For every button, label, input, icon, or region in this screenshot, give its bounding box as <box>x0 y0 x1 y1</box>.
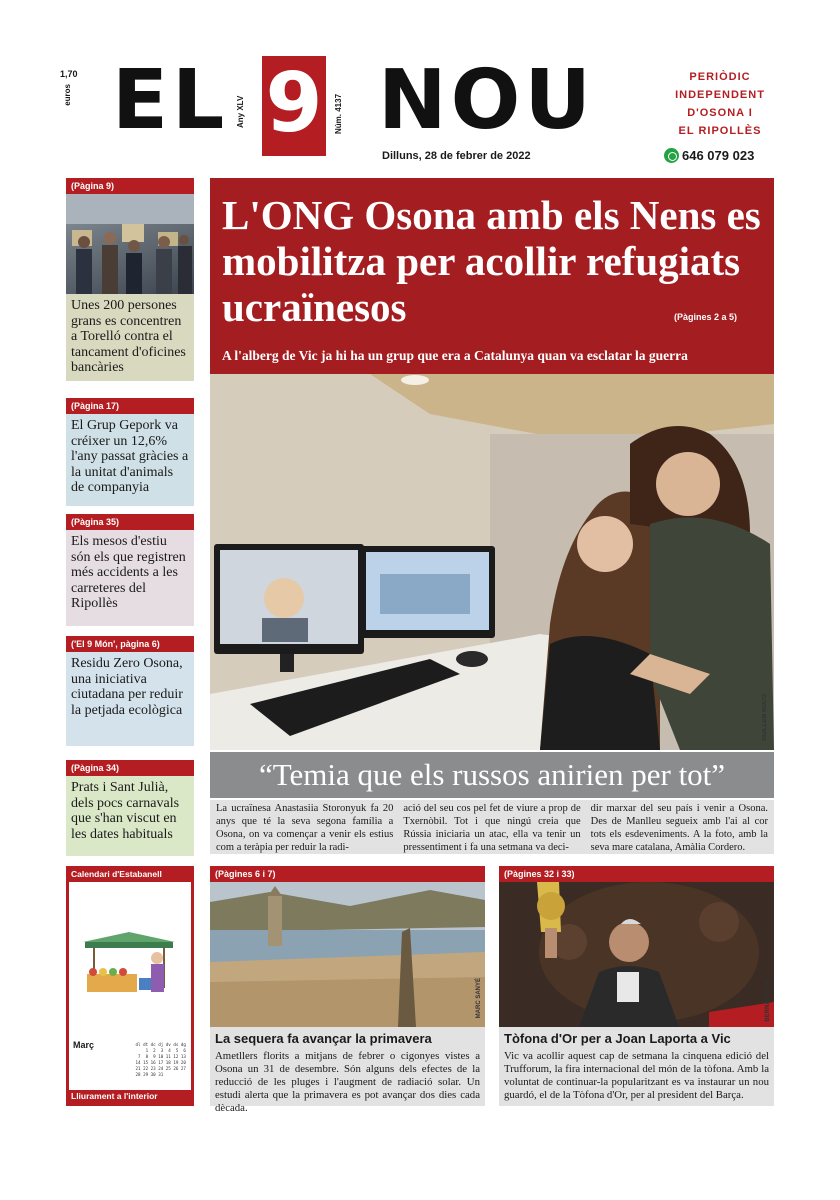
lead-headline-block[interactable] <box>210 178 774 374</box>
masthead-year: Any XLV <box>236 95 245 128</box>
calendar-promo[interactable] <box>66 866 194 1106</box>
lead-page-ref: (Pàgines 2 a 5) <box>674 312 738 322</box>
story-title: Tòfona d'Or per a Joan Laporta a Vic <box>504 1031 731 1046</box>
tagline-line: EL RIPOLLÈS <box>678 125 762 137</box>
teaser-text: Els mesos d'estiu són els que registren més accidents a les carreteres del Ripollès <box>66 530 194 626</box>
story-photo-laporta <box>499 882 774 1027</box>
price-value: 1,70 <box>60 69 78 79</box>
lead-body-col: La ucraïnesa Anastasiia Storonyuk fa 20 anys que té la seva segona família a Osona, on va començar a venir els estius com a teràpia per reduir la radi- <box>216 803 394 853</box>
teaser-text: El Grup Gepork va créixer un 12,6% l'any passat gràcies a la unitat d'animals de companyia <box>66 414 194 506</box>
lead-title: L'ONG Osona amb els Nens es mobilitza per acollir refugiats ucraïnesos <box>222 192 761 330</box>
teaser-text: Unes 200 persones grans es concentren a Torelló contra el tancament d'oficines bancàries <box>66 294 194 381</box>
masthead-date: Dilluns, 28 de febrer de 2022 <box>382 150 531 162</box>
story-photo-credit: MARC SANYÉ <box>476 978 482 1019</box>
teaser-photo-protest <box>66 194 194 294</box>
phone-number: 646 079 023 <box>682 148 755 163</box>
teaser-page-ref: (Pàgina 34) <box>66 760 194 776</box>
teaser-page-ref: (Pàgina 9) <box>66 178 194 194</box>
sidebar-teaser-3[interactable] <box>66 514 194 626</box>
teaser-page-ref: ('El 9 Món', pàgina 6) <box>66 636 194 652</box>
story-truffle[interactable] <box>499 866 774 1106</box>
sidebar-teaser-1[interactable] <box>66 178 194 381</box>
story-page-ref: (Pàgines 32 i 33) <box>499 866 774 882</box>
lead-photo <box>210 374 774 750</box>
masthead-nou: NOU <box>378 53 595 148</box>
teaser-page-ref: (Pàgina 35) <box>66 514 194 530</box>
story-text: Ametllers florits a mitjans de febrer o cigonyes vistes a Osona un 31 de desembre. Són alguns dels efectes de la reducció de les pluges i l'augment de radiació solar. Un estudi alerta que la primavera es pot avançar dos dies cada dècada. <box>215 1050 480 1114</box>
calendar-illustration <box>69 882 191 1032</box>
calendar-title: Calendari d'Estabanell <box>71 869 162 879</box>
lead-body-col: dir marxar del seu país i venir a Osona. Des de Manlleu segueix amb l'ai al cor tots els esdeveniments. A la foto, amb la seva mare catalana, Amàlia Cordero. <box>590 803 768 853</box>
whatsapp-icon <box>664 148 679 163</box>
price <box>60 70 96 106</box>
sidebar-teaser-5[interactable] <box>66 760 194 856</box>
sidebar-teaser-4[interactable] <box>66 636 194 746</box>
sidebar-teaser-2[interactable] <box>66 398 194 506</box>
tagline-line: D'OSONA I <box>687 107 753 119</box>
lead-photo-credit: GUILLEM ROCO <box>762 694 768 741</box>
teaser-text: Prats i Sant Julià, dels pocs carnavals que s'han viscut en les dates habituals <box>66 776 194 856</box>
calendar-grid: dl dt dc dj dv ds dg 1 2 3 4 5 6 7 8 9 10 11 12 13 14 15 16 17 18 19 20 21 22 23 24 25 26 27 28 29 30 31 <box>135 1042 186 1077</box>
teaser-page-ref: (Pàgina 17) <box>66 398 194 414</box>
calendar-page <box>69 882 191 1090</box>
tagline-line: PERIÒDIC <box>689 71 751 83</box>
price-currency: euros <box>63 83 72 106</box>
story-photo-credit: BERNAT CEDÓ <box>765 978 771 1022</box>
lead-subtitle: A l'alberg de Vic ja hi ha un grup que era a Catalunya quan va esclatar la guerra <box>222 348 688 363</box>
story-title: La sequera fa avançar la primavera <box>215 1031 432 1046</box>
story-page-ref: (Pàgines 6 i 7) <box>210 866 485 882</box>
calendar-month: Març <box>73 1040 95 1050</box>
teaser-text: Residu Zero Osona, una iniciativa ciutadana per reduir la petjada ecològica <box>66 652 194 746</box>
masthead-issue: Núm. 4137 <box>334 93 343 134</box>
masthead-tagline <box>660 68 780 140</box>
lead-body-col: ació del seu cos pel fet de viure a prop de Txernòbil. Tot i que ningú creia que Rússia iniciaria un atac, ella va tenir un pressentiment i fa una setmana va deci- <box>403 803 581 853</box>
tagline-line: INDEPENDENT <box>675 89 765 101</box>
story-photo-reservoir <box>210 882 485 1027</box>
masthead-phone[interactable] <box>664 148 754 163</box>
calendar-footer: Lliurament a l'interior <box>71 1091 158 1101</box>
lead-body <box>210 800 774 854</box>
story-drought[interactable] <box>210 866 485 1114</box>
story-text: Vic va acollir aquest cap de setmana la cinquena edició del Trufforum, la fira internacional del món de la tòfona. Amb la voluntat de continuar-la popularitzant es va instaurar un nou guardó, el de la Tòfona d'Or, per al president del Barça. <box>504 1050 769 1101</box>
masthead-el: EL <box>112 53 229 148</box>
lead-quote: “Temia que els russos anirien per tot” <box>210 752 774 798</box>
masthead-nine-logo: 9 <box>262 56 326 156</box>
